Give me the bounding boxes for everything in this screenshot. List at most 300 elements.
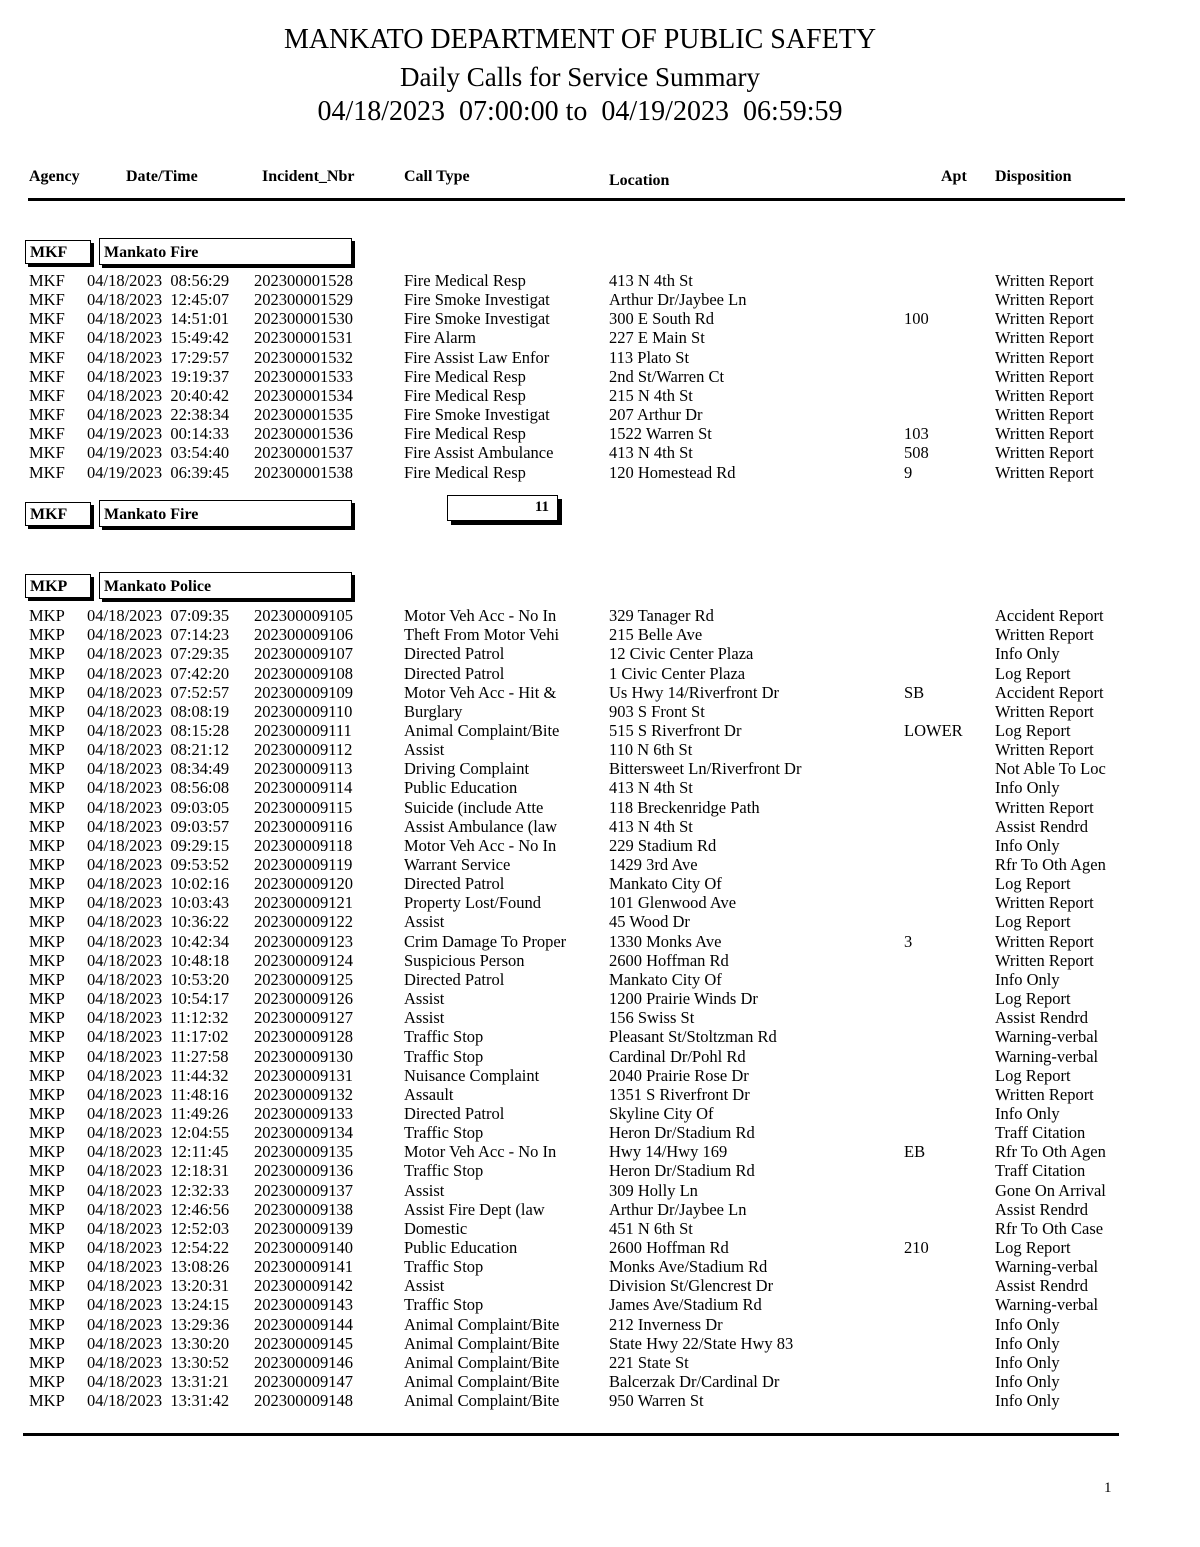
cell-location: Bittersweet Ln/Riverfront Dr [609, 759, 802, 779]
cell-datetime: 04/18/2023 11:44:32 [87, 1065, 229, 1085]
cell-incident-number: 202300009113 [254, 759, 353, 779]
table-row [0, 271, 1200, 290]
cell-incident-number: 202300009147 [254, 1372, 353, 1391]
cell-agency: MKP [29, 931, 65, 951]
cell-location: Heron Dr/Stadium Rd [609, 1161, 755, 1181]
cell-location: Heron Dr/Stadium Rd [609, 1123, 755, 1142]
cell-datetime: 04/18/2023 07:29:35 [87, 644, 230, 664]
cell-disposition: Traff Citation [995, 1161, 1086, 1181]
cell-agency: MKP [29, 663, 65, 683]
table-row [0, 443, 1200, 462]
cell-datetime: 04/18/2023 12:04:55 [87, 1123, 230, 1142]
cell-datetime: 04/18/2023 09:03:05 [87, 797, 230, 817]
cell-call-type: Suicide (include Atte [404, 797, 544, 817]
footer-rule [23, 1433, 1119, 1436]
cell-datetime: 04/18/2023 12:32:33 [87, 1180, 230, 1200]
cell-incident-number: 202300009108 [254, 663, 353, 683]
cell-datetime: 04/18/2023 12:45:07 [87, 290, 230, 310]
cell-apt: 9 [904, 462, 913, 482]
cell-location: 329 Tanager Rd [609, 606, 714, 625]
cell-call-type: Fire Assist Law Enfor [404, 347, 550, 367]
cell-incident-number: 202300009143 [254, 1295, 353, 1315]
cell-datetime: 04/18/2023 13:20:31 [87, 1276, 230, 1296]
cell-disposition: Accident Report [995, 682, 1104, 702]
cell-agency: MKP [29, 682, 65, 702]
table-row [0, 1353, 1200, 1372]
cell-incident-number: 202300009140 [254, 1237, 353, 1257]
cell-incident-number: 202300009106 [254, 625, 353, 645]
cell-location: Mankato City Of [609, 874, 722, 894]
cell-disposition: Written Report [995, 625, 1094, 645]
cell-location: 120 Homestead Rd [609, 462, 736, 482]
cell-agency: MKP [29, 950, 65, 970]
cell-incident-number: 202300009111 [254, 720, 352, 740]
cell-location: 1200 Prairie Winds Dr [609, 989, 758, 1008]
cell-call-type: Motor Veh Acc - Hit & [404, 682, 557, 702]
cell-disposition: Warning-verbal [995, 1295, 1099, 1315]
cell-datetime: 04/18/2023 12:11:45 [87, 1142, 229, 1162]
cell-location: 413 N 4th St [609, 271, 693, 290]
cell-incident-number: 202300009128 [254, 1027, 353, 1047]
cell-call-type: Theft From Motor Vehi [404, 625, 560, 645]
cell-disposition: Log Report [995, 663, 1071, 683]
table-row [0, 424, 1200, 443]
cell-agency: MKF [29, 424, 65, 444]
table-row [0, 1047, 1200, 1066]
cell-location: 413 N 4th St [609, 443, 693, 463]
cell-location: Arthur Dr/Jaybee Ln [609, 290, 747, 310]
cell-location: 1330 Monks Ave [609, 931, 722, 951]
cell-incident-number: 202300009119 [254, 855, 353, 874]
cell-call-type: Fire Smoke Investigat [404, 309, 550, 329]
cell-datetime: 04/18/2023 13:30:52 [87, 1352, 230, 1372]
cell-agency: MKP [29, 701, 65, 721]
cell-incident-number: 202300001533 [254, 366, 353, 386]
table-row [0, 1142, 1200, 1161]
cell-disposition: Assist Rendrd [995, 816, 1089, 836]
table-row [0, 1238, 1200, 1257]
cell-agency: MKP [29, 1123, 65, 1142]
cell-location: 221 State St [609, 1352, 689, 1372]
cell-incident-number: 202300009145 [254, 1333, 353, 1353]
table-row [0, 309, 1200, 328]
cell-apt: 103 [904, 424, 929, 444]
cell-disposition: Written Report [995, 271, 1094, 290]
cell-agency: MKP [29, 1372, 65, 1391]
cell-call-type: Animal Complaint/Bite [404, 1352, 560, 1372]
cell-disposition: Written Report [995, 931, 1094, 951]
table-row [0, 367, 1200, 386]
cell-location: 215 Belle Ave [609, 625, 703, 645]
cell-location: 45 Wood Dr [609, 912, 690, 932]
cell-incident-number: 202300001534 [254, 385, 353, 405]
cell-datetime: 04/18/2023 08:56:08 [87, 778, 230, 798]
cell-datetime: 04/18/2023 07:14:23 [87, 625, 230, 645]
cell-call-type: Fire Assist Ambulance [404, 443, 554, 463]
table-row [0, 721, 1200, 740]
cell-location: 515 S Riverfront Dr [609, 720, 742, 740]
cell-datetime: 04/18/2023 07:42:20 [87, 663, 230, 683]
cell-location: James Ave/Stadium Rd [609, 1295, 762, 1315]
cell-datetime: 04/18/2023 08:15:28 [87, 720, 230, 740]
cell-datetime: 04/18/2023 10:42:34 [87, 931, 230, 951]
cell-datetime: 04/18/2023 12:46:56 [87, 1199, 230, 1219]
table-row [0, 1276, 1200, 1295]
cell-location: 451 N 6th St [609, 1218, 693, 1238]
table-row [0, 1295, 1200, 1314]
cell-agency: MKP [29, 874, 65, 894]
cell-datetime: 04/18/2023 12:18:31 [87, 1161, 230, 1181]
cell-datetime: 04/18/2023 10:03:43 [87, 893, 230, 913]
column-header-location: Location [609, 172, 670, 189]
cell-agency: MKF [29, 462, 65, 482]
cell-incident-number: 202300009121 [254, 893, 353, 913]
table-row [0, 798, 1200, 817]
cell-agency: MKP [29, 778, 65, 798]
group-name-box: Mankato Police [99, 572, 352, 599]
column-header-incident: Incident_Nbr [262, 168, 355, 185]
cell-call-type: Traffic Stop [404, 1123, 484, 1142]
cell-call-type: Assist [404, 912, 445, 932]
cell-disposition: Log Report [995, 874, 1071, 894]
cell-disposition: Log Report [995, 1065, 1071, 1085]
column-header-datetime: Date/Time [126, 168, 198, 185]
cell-agency: MKP [29, 1237, 65, 1257]
cell-incident-number: 202300001530 [254, 309, 353, 329]
cell-incident-number: 202300009105 [254, 606, 353, 625]
cell-datetime: 04/18/2023 09:53:52 [87, 855, 230, 874]
cell-incident-number: 202300001532 [254, 347, 353, 367]
cell-location: 227 E Main St [609, 328, 705, 348]
cell-disposition: Log Report [995, 989, 1071, 1008]
table-row [0, 970, 1200, 989]
group-code-box: MKF [25, 240, 91, 264]
cell-call-type: Animal Complaint/Bite [404, 1314, 560, 1334]
table-row [0, 1027, 1200, 1046]
cell-agency: MKF [29, 271, 65, 290]
table-row [0, 1200, 1200, 1219]
table-row [0, 951, 1200, 970]
cell-disposition: Warning-verbal [995, 1257, 1099, 1277]
cell-call-type: Assist Fire Dept (law [404, 1199, 545, 1219]
cell-call-type: Fire Medical Resp [404, 366, 526, 386]
cell-datetime: 04/18/2023 13:30:20 [87, 1333, 230, 1353]
header-rule [28, 198, 1125, 201]
cell-datetime: 04/18/2023 08:08:19 [87, 701, 230, 721]
cell-location: 1429 3rd Ave [609, 855, 698, 874]
cell-incident-number: 202300009122 [254, 912, 353, 932]
cell-call-type: Fire Alarm [404, 328, 476, 348]
table-row [0, 1161, 1200, 1180]
cell-incident-number: 202300001528 [254, 271, 353, 290]
table-row [0, 1104, 1200, 1123]
cell-call-type: Fire Medical Resp [404, 385, 526, 405]
cell-call-type: Traffic Stop [404, 1161, 484, 1181]
cell-agency: MKF [29, 405, 65, 424]
cell-datetime: 04/18/2023 09:29:15 [87, 835, 230, 855]
cell-incident-number: 202300009135 [254, 1142, 353, 1162]
cell-location: 2600 Hoffman Rd [609, 950, 729, 970]
cell-agency: MKP [29, 1161, 65, 1181]
cell-datetime: 04/18/2023 10:54:17 [87, 989, 230, 1008]
cell-incident-number: 202300009146 [254, 1352, 353, 1372]
cell-agency: MKP [29, 1276, 65, 1296]
cell-disposition: Info Only [995, 1372, 1060, 1391]
cell-disposition: Gone On Arrival [995, 1180, 1106, 1200]
table-row [0, 1181, 1200, 1200]
cell-incident-number: 202300009114 [254, 778, 353, 798]
cell-disposition: Assist Rendrd [995, 1276, 1089, 1296]
cell-incident-number: 202300009116 [254, 816, 353, 836]
cell-incident-number: 202300009120 [254, 874, 353, 894]
cell-datetime: 04/18/2023 20:40:42 [87, 385, 230, 405]
cell-datetime: 04/18/2023 08:21:12 [87, 740, 230, 759]
cell-incident-number: 202300001529 [254, 290, 353, 310]
cell-call-type: Directed Patrol [404, 1103, 505, 1123]
cell-apt: 100 [904, 309, 929, 329]
cell-agency: MKP [29, 816, 65, 836]
cell-call-type: Fire Smoke Investigat [404, 290, 550, 310]
cell-agency: MKP [29, 1180, 65, 1200]
cell-disposition: Written Report [995, 740, 1094, 759]
cell-call-type: Public Education [404, 778, 518, 798]
table-row [0, 386, 1200, 405]
cell-location: 207 Arthur Dr [609, 405, 703, 424]
group-count-box: 11 [447, 495, 558, 521]
cell-disposition: Written Report [995, 893, 1094, 913]
cell-incident-number: 202300001537 [254, 443, 353, 463]
cell-datetime: 04/18/2023 14:51:01 [87, 309, 230, 329]
cell-disposition: Written Report [995, 405, 1094, 424]
cell-disposition: Written Report [995, 1084, 1094, 1104]
cell-disposition: Log Report [995, 912, 1071, 932]
cell-disposition: Written Report [995, 366, 1094, 386]
cell-datetime: 04/18/2023 15:49:42 [87, 328, 230, 348]
cell-incident-number: 202300009131 [254, 1065, 353, 1085]
cell-call-type: Traffic Stop [404, 1257, 484, 1277]
cell-disposition: Written Report [995, 950, 1094, 970]
cell-datetime: 04/18/2023 12:54:22 [87, 1237, 230, 1257]
cell-agency: MKP [29, 1295, 65, 1315]
cell-agency: MKP [29, 797, 65, 817]
cell-datetime: 04/18/2023 07:52:57 [87, 682, 230, 702]
group-code-box: MKP [25, 574, 91, 598]
cell-incident-number: 202300009109 [254, 682, 353, 702]
table-row [0, 644, 1200, 663]
cell-datetime: 04/18/2023 09:03:57 [87, 816, 230, 836]
cell-agency: MKP [29, 1008, 65, 1028]
table-row [0, 1008, 1200, 1027]
cell-call-type: Assault [404, 1084, 454, 1104]
cell-call-type: Crim Damage To Proper [404, 931, 567, 951]
cell-agency: MKP [29, 1084, 65, 1104]
cell-call-type: Fire Smoke Investigat [404, 405, 550, 424]
column-header-agency: Agency [29, 168, 80, 185]
table-row [0, 683, 1200, 702]
cell-call-type: Public Education [404, 1237, 518, 1257]
cell-location: 212 Inverness Dr [609, 1314, 723, 1334]
cell-disposition: Written Report [995, 290, 1094, 310]
cell-call-type: Animal Complaint/Bite [404, 1333, 560, 1353]
cell-disposition: Written Report [995, 443, 1094, 463]
cell-call-type: Fire Medical Resp [404, 271, 526, 290]
table-row [0, 1257, 1200, 1276]
cell-incident-number: 202300009141 [254, 1257, 353, 1277]
cell-disposition: Info Only [995, 1352, 1060, 1372]
table-row [0, 817, 1200, 836]
cell-disposition: Rfr To Oth Agen [995, 855, 1106, 874]
cell-disposition: Warning-verbal [995, 1046, 1099, 1066]
cell-call-type: Domestic [404, 1218, 468, 1238]
cell-call-type: Fire Medical Resp [404, 424, 526, 444]
cell-disposition: Written Report [995, 328, 1094, 348]
cell-location: Hwy 14/Hwy 169 [609, 1142, 728, 1162]
cell-apt: 210 [904, 1237, 929, 1257]
cell-agency: MKP [29, 1314, 65, 1334]
cell-agency: MKP [29, 855, 65, 874]
cell-incident-number: 202300009148 [254, 1391, 353, 1411]
cell-incident-number: 202300001538 [254, 462, 353, 482]
cell-agency: MKP [29, 625, 65, 645]
cell-call-type: Animal Complaint/Bite [404, 720, 560, 740]
cell-location: 300 E South Rd [609, 309, 714, 329]
cell-agency: MKP [29, 644, 65, 664]
cell-agency: MKF [29, 347, 65, 367]
cell-disposition: Written Report [995, 424, 1094, 444]
cell-incident-number: 202300009124 [254, 950, 353, 970]
cell-disposition: Info Only [995, 1314, 1060, 1334]
cell-call-type: Assist [404, 1276, 445, 1296]
cell-disposition: Info Only [995, 778, 1060, 798]
cell-agency: MKP [29, 1142, 65, 1162]
cell-call-type: Assist [404, 740, 445, 759]
cell-location: 903 S Front St [609, 701, 705, 721]
table-row [0, 778, 1200, 797]
cell-disposition: Written Report [995, 309, 1094, 329]
cell-datetime: 04/18/2023 17:29:57 [87, 347, 230, 367]
cell-incident-number: 202300009132 [254, 1084, 353, 1104]
table-row [0, 664, 1200, 683]
cell-location: Division St/Glencrest Dr [609, 1276, 774, 1296]
cell-call-type: Assist [404, 989, 445, 1008]
table-row [0, 912, 1200, 931]
cell-call-type: Traffic Stop [404, 1027, 484, 1047]
cell-agency: MKP [29, 1333, 65, 1353]
cell-agency: MKF [29, 309, 65, 329]
cell-call-type: Motor Veh Acc - No In [404, 835, 557, 855]
cell-call-type: Assist [404, 1008, 445, 1028]
cell-call-type: Property Lost/Found [404, 893, 542, 913]
cell-agency: MKP [29, 835, 65, 855]
cell-datetime: 04/19/2023 03:54:40 [87, 443, 230, 463]
cell-call-type: Nuisance Complaint [404, 1065, 540, 1085]
cell-incident-number: 202300009110 [254, 701, 353, 721]
cell-incident-number: 202300009112 [254, 740, 353, 759]
table-row [0, 463, 1200, 482]
cell-agency: MKP [29, 759, 65, 779]
table-row [0, 625, 1200, 644]
cell-call-type: Traffic Stop [404, 1295, 484, 1315]
cell-location: 309 Holly Ln [609, 1180, 698, 1200]
cell-disposition: Not Able To Loc [995, 759, 1106, 779]
cell-location: 2600 Hoffman Rd [609, 1237, 729, 1257]
cell-apt: LOWER [904, 720, 963, 740]
cell-datetime: 04/18/2023 10:02:16 [87, 874, 230, 894]
cell-call-type: Burglary [404, 701, 463, 721]
cell-datetime: 04/18/2023 11:48:16 [87, 1084, 229, 1104]
cell-datetime: 04/18/2023 13:24:15 [87, 1295, 230, 1315]
cell-disposition: Written Report [995, 462, 1094, 482]
cell-disposition: Log Report [995, 1237, 1071, 1257]
cell-datetime: 04/18/2023 11:27:58 [87, 1046, 229, 1066]
report-date-range: 04/18/2023 07:00:00 to 04/19/2023 06:59:59 [317, 96, 843, 127]
table-row [0, 1066, 1200, 1085]
cell-agency: MKP [29, 969, 65, 989]
cell-disposition: Written Report [995, 797, 1094, 817]
cell-incident-number: 202300001536 [254, 424, 353, 444]
table-row [0, 1219, 1200, 1238]
cell-incident-number: 202300009133 [254, 1103, 353, 1123]
cell-incident-number: 202300009139 [254, 1218, 353, 1238]
cell-location: 215 N 4th St [609, 385, 693, 405]
cell-call-type: Driving Complaint [404, 759, 530, 779]
cell-datetime: 04/19/2023 06:39:45 [87, 462, 230, 482]
table-row [0, 893, 1200, 912]
cell-agency: MKF [29, 443, 65, 463]
table-row [0, 759, 1200, 778]
cell-incident-number: 202300009137 [254, 1180, 353, 1200]
cell-datetime: 04/18/2023 10:48:18 [87, 950, 230, 970]
cell-disposition: Rfr To Oth Case [995, 1218, 1104, 1238]
cell-agency: MKF [29, 328, 65, 348]
cell-disposition: Info Only [995, 1333, 1060, 1353]
cell-call-type: Directed Patrol [404, 663, 505, 683]
cell-call-type: Fire Medical Resp [404, 462, 526, 482]
cell-incident-number: 202300009136 [254, 1161, 353, 1181]
report-subtitle: Daily Calls for Service Summary [400, 62, 760, 92]
cell-agency: MKP [29, 1065, 65, 1085]
page-number: 1 [1104, 1480, 1112, 1496]
cell-incident-number: 202300001535 [254, 405, 353, 424]
table-row [0, 932, 1200, 951]
cell-agency: MKP [29, 720, 65, 740]
cell-location: 2040 Prairie Rose Dr [609, 1065, 749, 1085]
cell-datetime: 04/18/2023 13:29:36 [87, 1314, 230, 1334]
column-header-apt: Apt [941, 168, 967, 185]
cell-location: Us Hwy 14/Riverfront Dr [609, 682, 780, 702]
cell-location: 101 Glenwood Ave [609, 893, 737, 913]
cell-datetime: 04/18/2023 13:31:42 [87, 1391, 230, 1411]
table-row [0, 1372, 1200, 1391]
cell-location: 950 Warren St [609, 1391, 704, 1411]
table-row [0, 405, 1200, 424]
cell-datetime: 04/18/2023 13:08:26 [87, 1257, 230, 1277]
table-row [0, 740, 1200, 759]
table-row [0, 1123, 1200, 1142]
cell-disposition: Log Report [995, 720, 1071, 740]
cell-disposition: Info Only [995, 835, 1060, 855]
table-row [0, 702, 1200, 721]
cell-disposition: Written Report [995, 701, 1094, 721]
cell-call-type: Animal Complaint/Bite [404, 1391, 560, 1411]
cell-datetime: 04/18/2023 11:49:26 [87, 1103, 229, 1123]
cell-datetime: 04/18/2023 22:38:34 [87, 405, 230, 424]
table-row [0, 1334, 1200, 1353]
cell-location: 110 N 6th St [609, 740, 693, 759]
table-row [0, 606, 1200, 625]
report-org-title: MANKATO DEPARTMENT OF PUBLIC SAFETY [283, 24, 877, 55]
cell-datetime: 04/18/2023 08:34:49 [87, 759, 230, 779]
